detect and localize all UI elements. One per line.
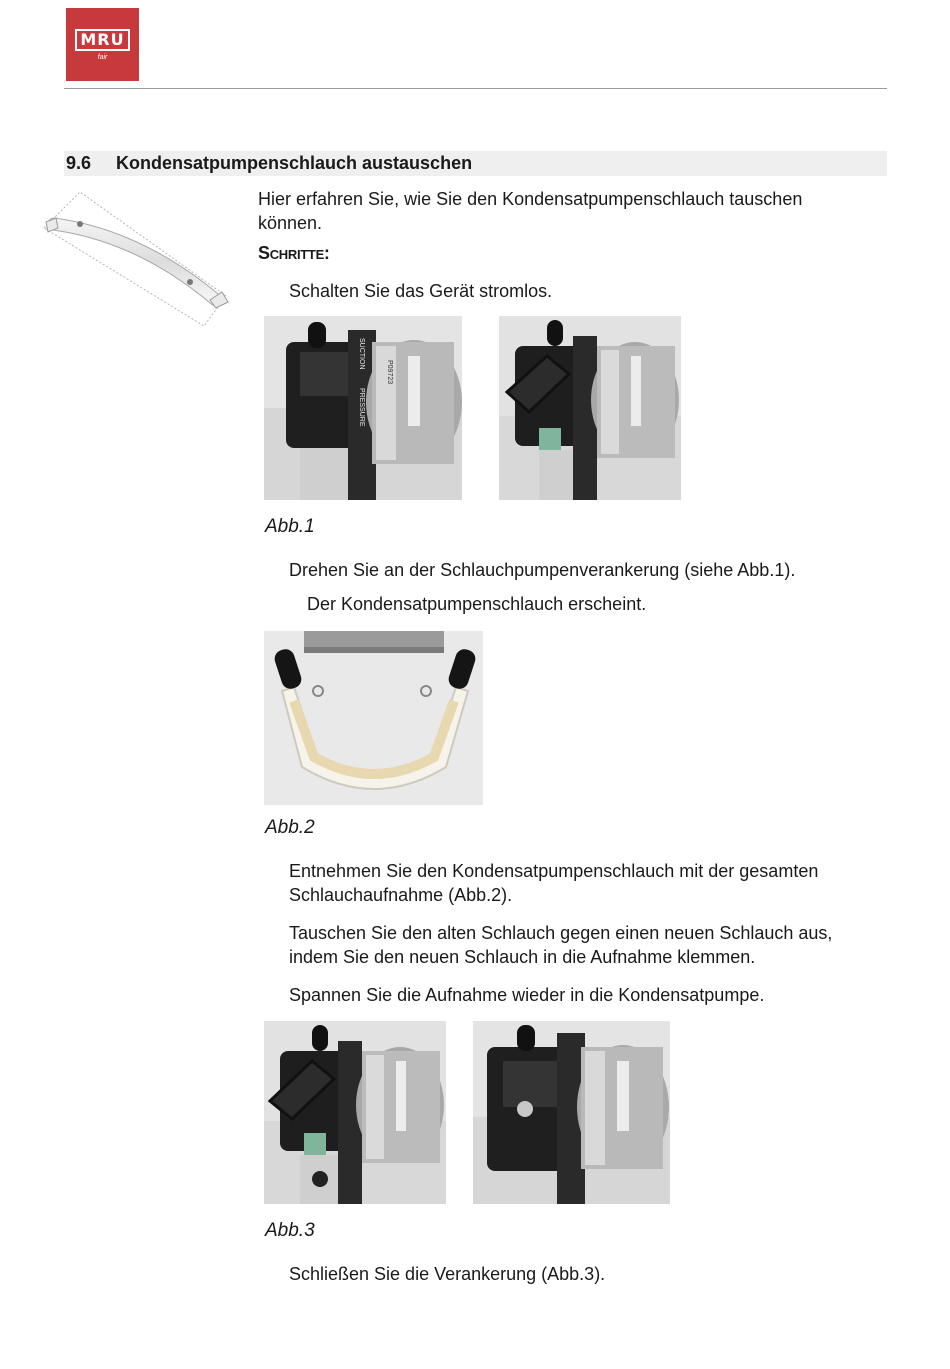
intro-text-line2: können.	[258, 213, 323, 233]
figure-caption-abb3: Abb.3	[265, 1220, 315, 1241]
step-3-text-line2: Schlauchaufnahme (Abb.2).	[289, 885, 513, 905]
step-2-result: Der Kondensatpumpenschlauch erscheint.	[307, 594, 647, 614]
abb2-photo	[264, 631, 483, 805]
pressure-label: PRESSURE	[358, 388, 365, 427]
abb1-photo-right	[499, 316, 681, 500]
intro-text-line1: Hier erfahren Sie, wie Sie den Kondensatpumpenschlauch tauschen	[258, 189, 803, 209]
step-1-text: Schalten Sie das Gerät stromlos.	[289, 281, 553, 301]
steps-label: Schritte:	[258, 243, 330, 263]
suction-label: SUCTION	[358, 338, 365, 370]
abb3-photo-left	[264, 1021, 446, 1204]
section-title: Kondensatpumpenschlauch austauschen	[116, 153, 473, 173]
header-divider	[64, 88, 887, 89]
logo-subtext: fair	[97, 53, 108, 61]
model-label: P09723	[386, 360, 393, 385]
company-logo	[66, 8, 139, 81]
abb1-photo-left	[264, 316, 462, 500]
hose-illustration	[40, 188, 230, 328]
figure-caption-abb2: Abb.2	[265, 817, 315, 838]
section-number: 9.6	[66, 153, 92, 173]
figure-caption-abb1: Abb.1	[265, 516, 315, 537]
step-6-text: Schließen Sie die Verankerung (Abb.3).	[289, 1264, 606, 1284]
step-4-text-line2: indem Sie den neuen Schlauch in die Aufnahme klemmen.	[289, 947, 756, 967]
step-2-text: Drehen Sie an der Schlauchpumpenverankerung (siehe Abb.1).	[289, 560, 796, 580]
step-5-text: Spannen Sie die Aufnahme wieder in die Kondensatpumpe.	[289, 985, 765, 1005]
logo-mark: MRU	[75, 29, 129, 51]
abb3-photo-right	[473, 1021, 670, 1204]
step-3-text-line1: Entnehmen Sie den Kondensatpumpenschlauch mit der gesamten	[289, 861, 819, 881]
step-4-text-line1: Tauschen Sie den alten Schlauch gegen einen neuen Schlauch aus,	[289, 923, 833, 943]
